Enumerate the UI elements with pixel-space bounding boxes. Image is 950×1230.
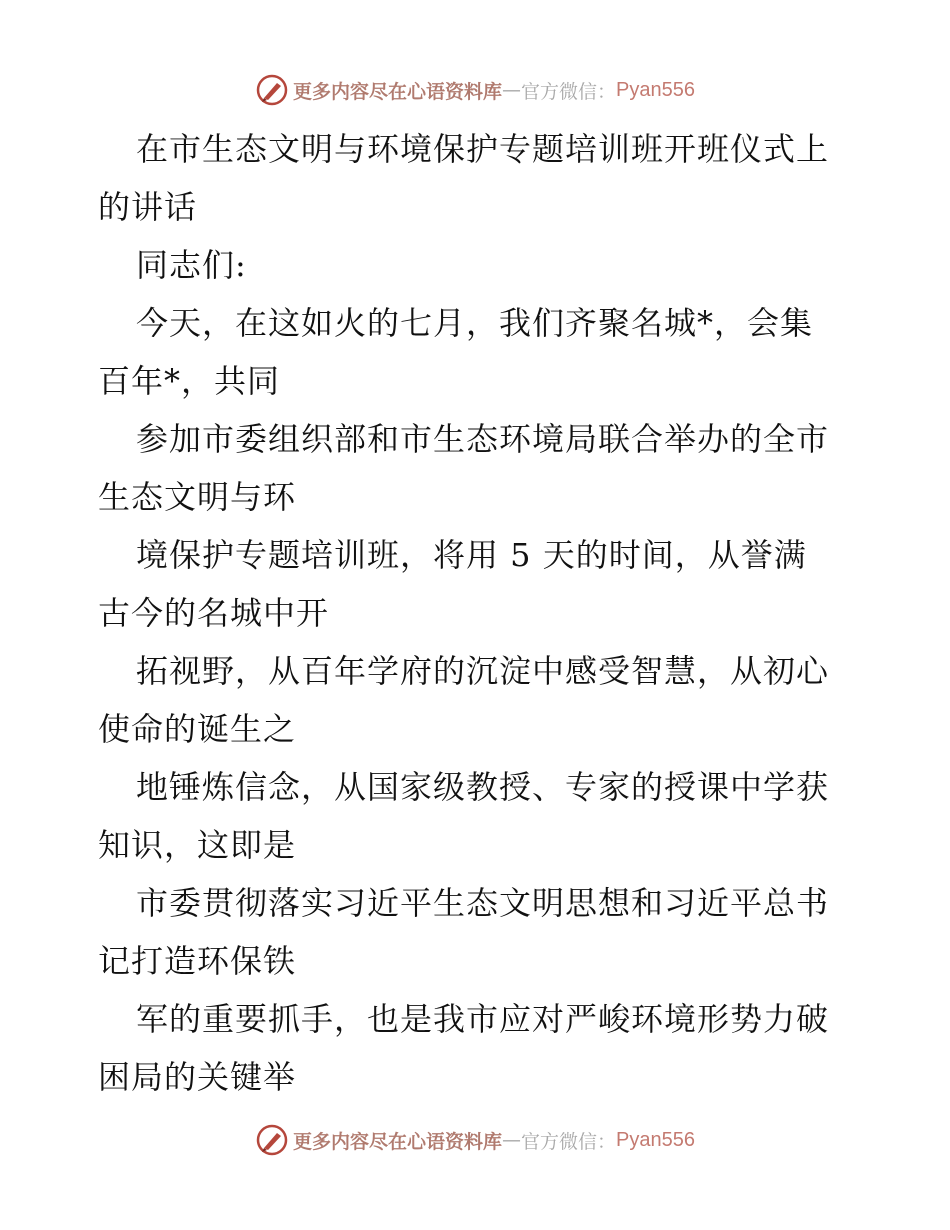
pen-logo-icon <box>255 1123 289 1157</box>
text-line: 知识，这即是 <box>98 826 297 864</box>
text-line: 百年*，共同 <box>98 362 281 400</box>
title-line-2: 的讲话 <box>98 188 198 226</box>
text-line: 生态文明与环 <box>98 478 297 516</box>
banner-dash: — <box>502 79 522 101</box>
banner-brand: 更多内容尽在心语资料库 <box>293 1130 503 1153</box>
banner-account: Pyan556 <box>616 1128 695 1151</box>
banner-brand: 更多内容尽在心语资料库 <box>293 80 503 103</box>
text-line: 今天，在这如火的七月，我们齐聚名城*，会集 <box>136 304 814 342</box>
pen-logo-icon <box>255 73 289 107</box>
text-line: 困局的关键举 <box>98 1058 297 1096</box>
salutation: 同志们: <box>136 246 247 284</box>
banner-label: 官方微信： <box>521 1130 617 1153</box>
text-line: 地锤炼信念，从国家级教授、专家的授课中学获 <box>136 768 830 806</box>
header-banner <box>0 70 950 110</box>
banner-account: Pyan556 <box>616 78 695 101</box>
banner-label: 官方微信： <box>521 80 617 103</box>
text-line: 市委贯彻落实习近平生态文明思想和习近平总书 <box>136 884 830 922</box>
text-line: 参加市委组织部和市生态环境局联合举办的全市 <box>136 420 830 458</box>
text-line: 军的重要抓手，也是我市应对严峻环境形势力破 <box>136 1000 830 1038</box>
text-line: 境保护专题培训班，将用 5 天的时间，从誉满 <box>136 536 807 574</box>
text-line: 记打造环保铁 <box>98 942 297 980</box>
footer-banner <box>0 1120 950 1160</box>
text-line: 使命的诞生之 <box>98 710 297 748</box>
banner-dash: — <box>502 1129 522 1151</box>
text-line: 拓视野，从百年学府的沉淀中感受智慧，从初心 <box>136 652 830 690</box>
title-line-1: 在市生态文明与环境保护专题培训班开班仪式上 <box>136 130 830 168</box>
document-body <box>98 120 858 1106</box>
text-line: 古今的名城中开 <box>98 594 330 632</box>
